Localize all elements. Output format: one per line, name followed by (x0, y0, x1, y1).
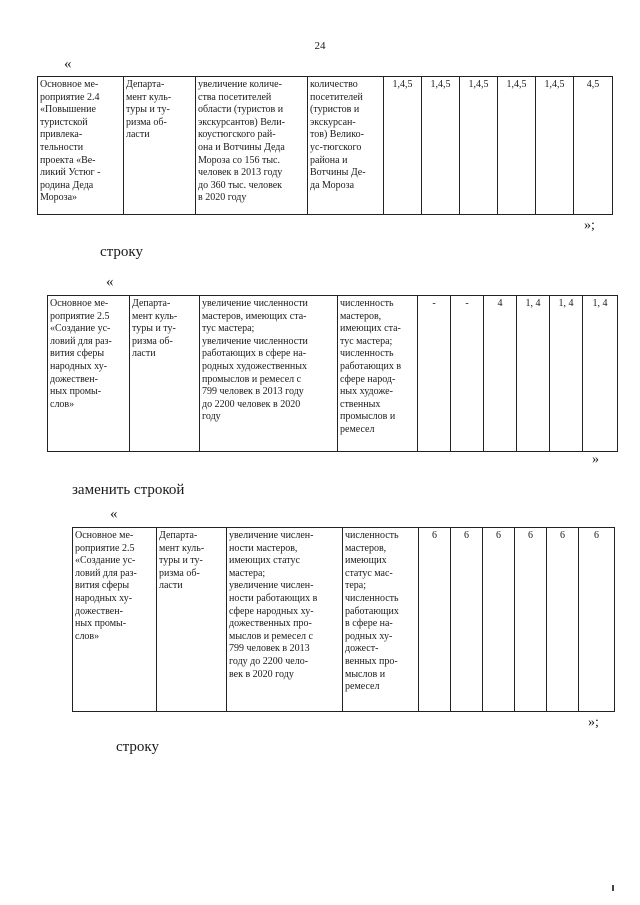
value-cell: 1,4,5 (384, 77, 422, 215)
quote-close-3: »; (588, 715, 599, 730)
value-cell: 6 (483, 528, 515, 712)
value-cell: 6 (547, 528, 579, 712)
goal-cell: увеличение количе- ства посетителей области (туристов и экскурсантов) Вели- коустюгского рай- она и Вотчины Деда Мороза со 156 тыс. человек в 2013 году до 360 тыс. человек в 2020 году (196, 77, 308, 215)
indicator-cell: численность мастеров, имеющих статус мас- тера; численность работающих в сфере на- родных ху- дожест- венных про- мыслов и ремесел (343, 528, 419, 712)
value-cell: 4 (484, 296, 517, 452)
value-cell: 1,4,5 (536, 77, 574, 215)
quote-close-1: »; (584, 218, 595, 233)
value-cell: 1,4,5 (498, 77, 536, 215)
quote-open-3: « (110, 506, 118, 522)
quote-close-2: » (592, 452, 599, 467)
value-cell: 4,5 (574, 77, 613, 215)
value-cell: 1,4,5 (460, 77, 498, 215)
quote-open-1: « (64, 56, 72, 72)
measure-name-cell: Основное ме- роприятие 2.4 «Повышение туристской привлека- тельности проекта «Ве- ликий Устюг - родина Деда Мороза» (38, 77, 124, 215)
table-row-2-5-new (72, 527, 615, 712)
indicator-cell: количество посетителей (туристов и экскурсан- тов) Велико- ус-тюгского района и Вотчины Де- да Мороза (308, 77, 384, 215)
measure-name-cell: Основное ме- роприятие 2.5 «Создание ус- ловий для раз- вития сферы народных ху- дожествен- ных промы- слов» (48, 296, 130, 452)
label-replace: заменить строкой (72, 482, 185, 498)
value-cell: 1, 4 (517, 296, 550, 452)
table-row-2-4 (37, 76, 613, 215)
goal-cell: увеличение числен- ности мастеров, имеющих статус мастера; увеличение числен- ности работающих в сфере народных ху- дожественных про- мыслов и ремесел с 799 человек в 2013 году до 2200 чело- век в 2020 году (227, 528, 343, 712)
department-cell: Департа- мент куль- туры и ту- ризма об- ласти (130, 296, 200, 452)
value-cell: 6 (515, 528, 547, 712)
value-cell: 1, 4 (550, 296, 583, 452)
page-number: 24 (314, 40, 326, 52)
value-cell: - (451, 296, 484, 452)
table-row-2-5-old (47, 295, 618, 452)
department-cell: Департа- мент куль- туры и ту- ризма об- ласти (157, 528, 227, 712)
label-stroku: строку (100, 244, 143, 260)
goal-cell: увеличение численности мастеров, имеющих ста- тус мастера; увеличение численности работающих в сфере на- родных художественных промыслов и ремесел с 799 человек в 2013 году до 2200 человек в 2020 году (200, 296, 338, 452)
measure-name-cell: Основное ме- роприятие 2.5 «Создание ус- ловий для раз- вития сферы народных ху- дожествен- ных промы- слов» (73, 528, 157, 712)
value-cell: 6 (419, 528, 451, 712)
indicator-cell: численность мастеров, имеющих ста- тус мастера; численность работающих в сфере народ- ных художе- ственных промыслов и ремесел (338, 296, 418, 452)
department-cell: Департа- мент куль- туры и ту- ризма об- ласти (124, 77, 196, 215)
value-cell: 1,4,5 (422, 77, 460, 215)
value-cell: 6 (451, 528, 483, 712)
label-stroku: строку (116, 739, 159, 755)
scan-mark (612, 885, 614, 891)
value-cell: - (418, 296, 451, 452)
value-cell: 1, 4 (583, 296, 618, 452)
quote-open-2: « (106, 274, 114, 290)
value-cell: 6 (579, 528, 615, 712)
